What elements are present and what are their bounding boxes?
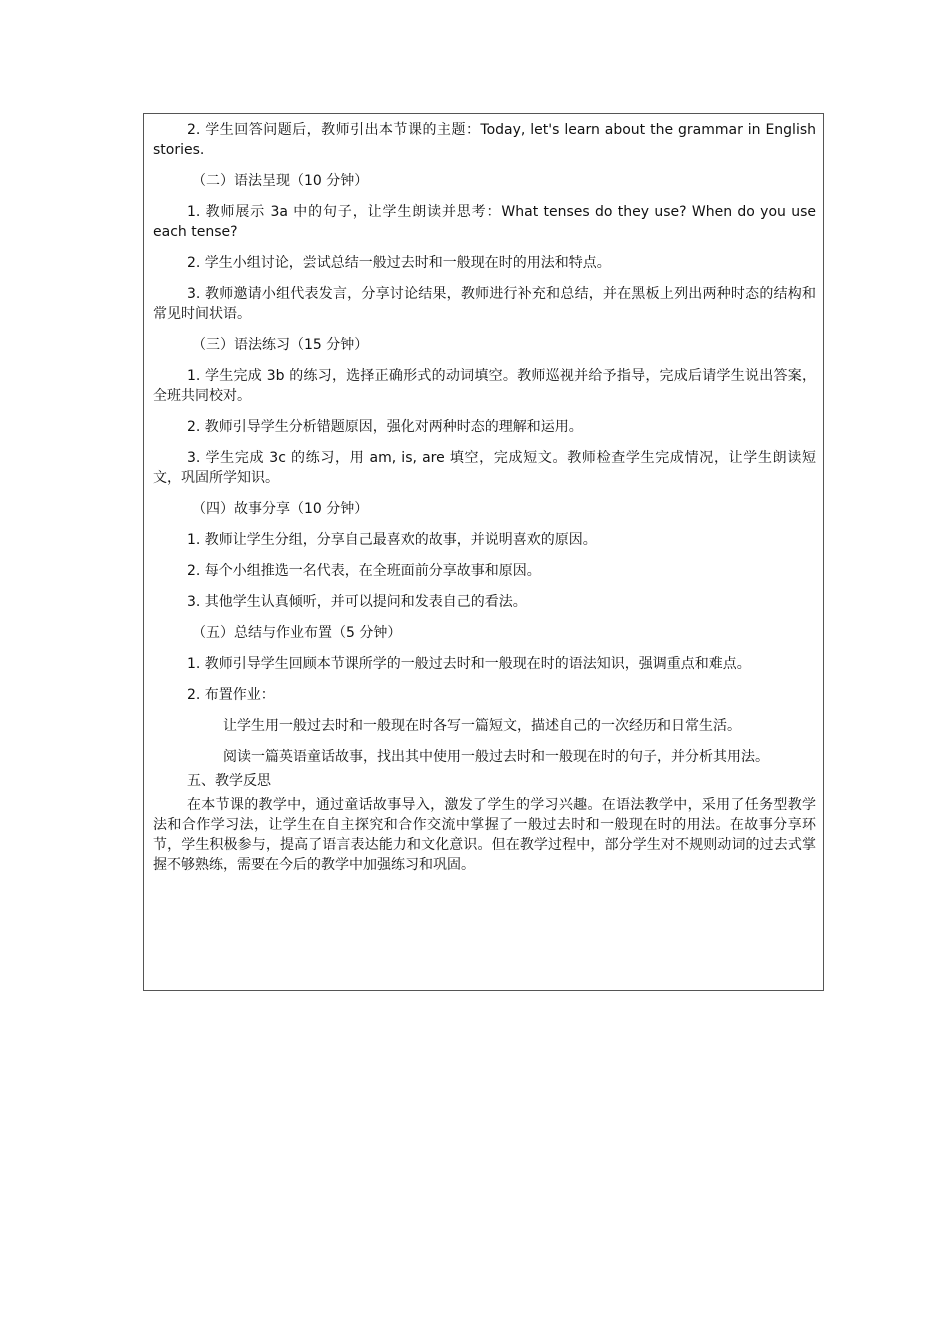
paragraph-homework-heading: 2. 布置作业： — [187, 687, 275, 703]
section-heading-teaching-reflection: 五、教学反思 — [187, 773, 271, 789]
paragraph-presentation-1: 1. 教师展示 3a 中的句子，让学生朗读并思考：What tenses do they use? When do you use each tense? — [153, 204, 816, 240]
paragraph-step-2-intro: 2. 学生回答问题后，教师引出本节课的主题：Today, let's learn about the grammar in English stories. — [153, 122, 816, 158]
paragraph-practice-1: 1. 学生完成 3b 的练习，选择正确形式的动词填空。教师巡视并给予指导，完成后请学生说出答案，全班共同校对。 — [153, 368, 816, 404]
paragraph-practice-2: 2. 教师引导学生分析错题原因，强化对两种时态的理解和运用。 — [187, 419, 583, 435]
paragraph-reflection: 在本节课的教学中，通过童话故事导入，激发了学生的学习兴趣。在语法教学中，采用了任务型教学法和合作学习法，让学生在自主探究和合作交流中掌握了一般过去时和一般现在时的用法。在故事分享环节，学生积极参与，提高了语言表达能力和文化意识。但在教学过程中，部分学生对不规则动词的过去式掌握不够熟练，需要在今后的教学中加强练习和巩固。 — [153, 797, 816, 873]
paragraph-presentation-3: 3. 教师邀请小组代表发言，分享讨论结果，教师进行补充和总结，并在黑板上列出两种时态的结构和常见时间状语。 — [153, 286, 816, 322]
lesson-plan-content — [153, 120, 816, 886]
paragraph-summary-1: 1. 教师引导学生回顾本节课所学的一般过去时和一般现在时的语法知识，强调重点和难点。 — [187, 656, 751, 672]
paragraph-homework-item-2: 阅读一篇英语童话故事，找出其中使用一般过去时和一般现在时的句子，并分析其用法。 — [223, 749, 769, 765]
section-heading-summary-homework: （五）总结与作业布置（5 分钟） — [192, 625, 402, 641]
paragraph-sharing-1: 1. 教师让学生分组，分享自己最喜欢的故事，并说明喜欢的原因。 — [187, 532, 597, 548]
paragraph-presentation-2: 2. 学生小组讨论，尝试总结一般过去时和一般现在时的用法和特点。 — [187, 255, 611, 271]
section-heading-grammar-presentation: （二）语法呈现（10 分钟） — [192, 173, 369, 189]
paragraph-homework-item-1: 让学生用一般过去时和一般现在时各写一篇短文，描述自己的一次经历和日常生活。 — [223, 718, 741, 734]
section-heading-story-sharing: （四）故事分享（10 分钟） — [192, 501, 369, 517]
paragraph-sharing-3: 3. 其他学生认真倾听，并可以提问和发表自己的看法。 — [187, 594, 527, 610]
lesson-plan-table-cell — [143, 113, 824, 991]
paragraph-sharing-2: 2. 每个小组推选一名代表，在全班面前分享故事和原因。 — [187, 563, 541, 579]
paragraph-practice-3: 3. 学生完成 3c 的练习，用 am, is, are 填空，完成短文。教师检查学生完成情况，让学生朗读短文，巩固所学知识。 — [153, 450, 816, 486]
section-heading-grammar-practice: （三）语法练习（15 分钟） — [192, 337, 369, 353]
